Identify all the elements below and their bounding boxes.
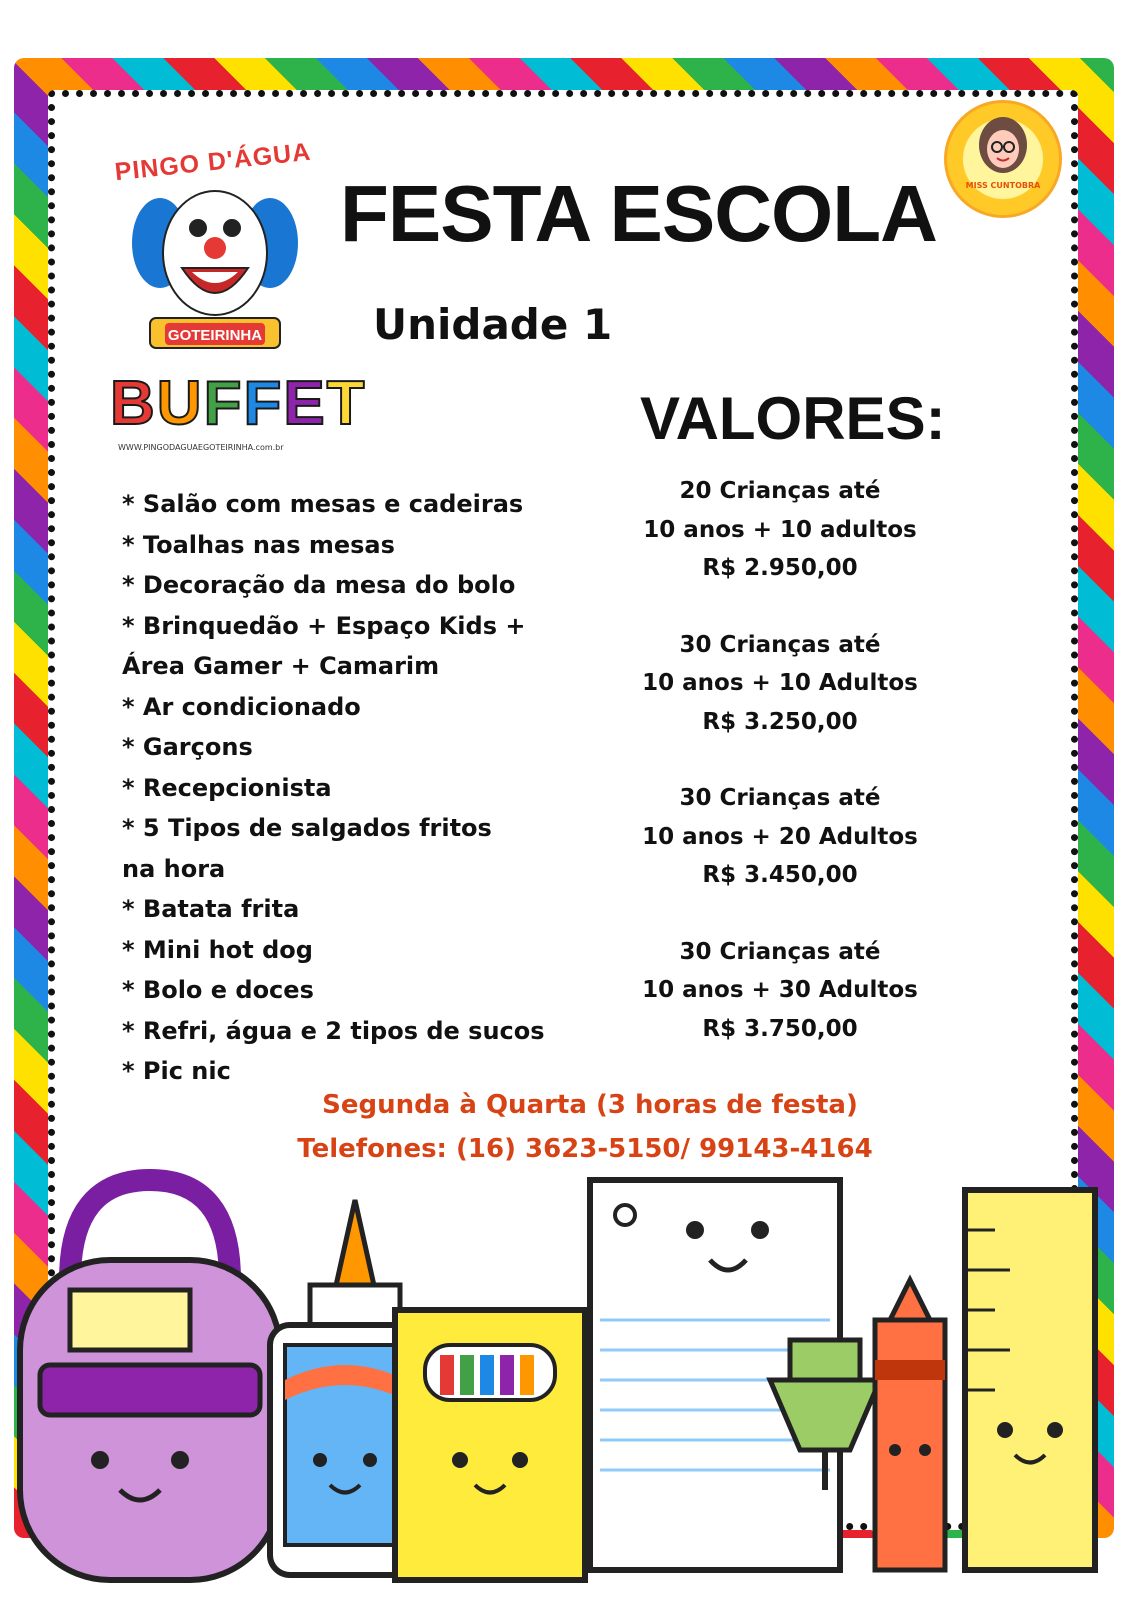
values-heading: VALORES: (640, 385, 946, 452)
buffet-letter: E (283, 369, 327, 438)
package-price: R$ 3.750,00 (702, 1015, 858, 1042)
package-line1: 30 Crianças até (679, 785, 881, 811)
avatar-icon (947, 103, 1059, 183)
feature-item: * Refri, água e 2 tipos de sucos (122, 1016, 545, 1045)
ruler-icon (965, 1190, 1095, 1570)
feature-item: * Recepcionista (122, 773, 332, 802)
crayon-box-icon (395, 1310, 585, 1580)
price-package (630, 626, 930, 742)
brand-sub-label: GOTEIRINHA (167, 327, 263, 344)
price-package (630, 933, 930, 1049)
clown-logo-icon (130, 168, 300, 368)
package-price: R$ 2.950,00 (702, 555, 858, 581)
price-list (630, 472, 930, 1086)
school-supplies-illustration (0, 1160, 1133, 1600)
package-price: R$ 3.250,00 (702, 708, 858, 735)
buffet-letter: B (110, 369, 157, 438)
buffet-letter: F (203, 369, 244, 438)
phones-text: Telefones: (16) 3623-5150/ 99143-4164 (297, 1134, 873, 1164)
brand-name: PINGO D'ÁGUA (113, 137, 313, 187)
package-line2: 10 anos + 30 Adultos (642, 977, 918, 1003)
feature-item: * Salão com mesas e cadeiras (122, 490, 524, 518)
package-line1: 30 Crianças até (679, 631, 881, 658)
package-price: R$ 3.450,00 (702, 862, 858, 888)
feature-item: * Toalhas nas mesas (122, 530, 395, 559)
feature-item: * Brinquedão + Espaço Kids + (122, 611, 526, 640)
feature-item: * Decoração da mesa do bolo (122, 571, 516, 599)
buffet-letter: F (243, 369, 284, 438)
feature-item: * Pic nic (122, 1057, 231, 1085)
price-package (630, 779, 930, 895)
package-line2: 10 anos + 10 Adultos (642, 670, 918, 696)
avatar-badge (944, 100, 1062, 218)
buffet-logo (110, 368, 367, 439)
package-line2: 10 anos + 10 adultos (643, 516, 917, 543)
feature-item: * Bolo e doces (122, 976, 314, 1004)
feature-item: * Batata frita (122, 895, 300, 923)
package-line2: 10 anos + 20 Adultos (642, 823, 918, 850)
feature-item: na hora (122, 854, 226, 883)
website-url: WWW.PINGODAGUAEGOTEIRINHA.com.br (118, 443, 284, 452)
page-subtitle: Unidade 1 (373, 300, 613, 349)
feature-item: * Mini hot dog (122, 935, 313, 964)
badge-text: MISS CUNTOBRA (965, 181, 1041, 190)
feature-item: * 5 Tipos de salgados fritos (122, 814, 492, 842)
package-line1: 20 Crianças até (679, 478, 881, 504)
feature-item: * Garçons (122, 733, 253, 761)
feature-item: * Ar condicionado (122, 692, 361, 721)
features-list (122, 484, 592, 1092)
buffet-letter: T (326, 369, 367, 438)
package-line1: 30 Crianças até (679, 938, 881, 965)
page-title: FESTA ESCOLA (340, 169, 937, 258)
price-package (630, 472, 930, 588)
schedule-text: Segunda à Quarta (3 horas de festa) (322, 1090, 858, 1120)
buffet-letter: U (156, 369, 204, 438)
feature-item: Área Gamer + Camarim (122, 652, 440, 680)
backpack-icon (20, 1180, 280, 1580)
crayon-icon (875, 1280, 945, 1570)
